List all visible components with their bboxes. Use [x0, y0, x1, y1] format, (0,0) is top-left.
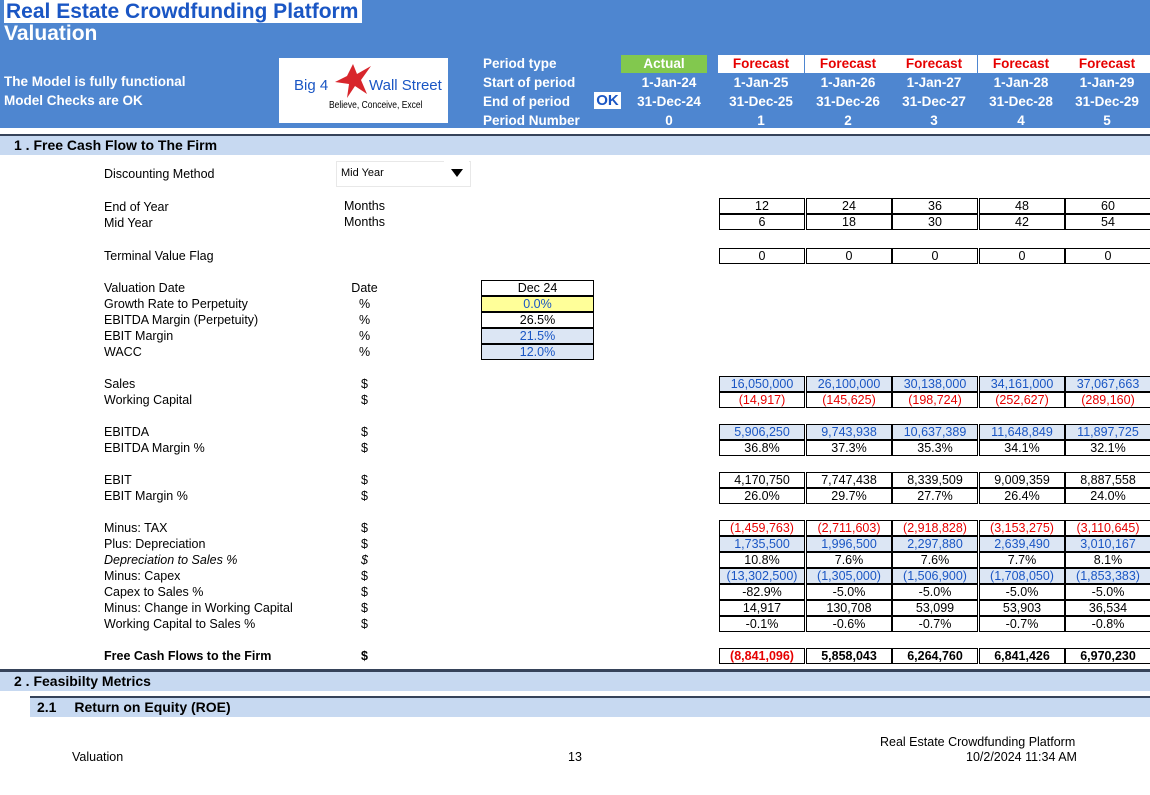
ebitda-margin-perp-unit: % [358, 313, 371, 327]
value-cell: 53,903 [979, 600, 1065, 616]
model-checks-status: Model Checks are OK [4, 93, 143, 108]
value-cell: -0.7% [979, 616, 1065, 632]
period-number: 1 [757, 113, 765, 128]
value-cell: 42 [979, 214, 1065, 230]
value-cell: 16,050,000 [719, 376, 805, 392]
dropdown-button[interactable] [444, 161, 469, 185]
value-cell: -0.7% [892, 616, 978, 632]
change-wc-label: Minus: Change in Working Capital [104, 601, 293, 615]
value-cell: 14,917 [719, 600, 805, 616]
logo-tagline: Believe, Conceive, Excel [329, 100, 423, 111]
value-cell: 10.8% [719, 552, 805, 568]
period-start: 1-Jan-26 [820, 75, 876, 90]
value-cell: (1,708,050) [979, 568, 1065, 584]
fcff-label: Free Cash Flows to the Firm [104, 649, 272, 663]
value-cell: -5.0% [806, 584, 892, 600]
end-of-year-label: End of Year [104, 200, 169, 214]
value-cell: 36.8% [719, 440, 805, 456]
value-cell: 60 [1065, 198, 1150, 214]
valuation-date-label: Valuation Date [104, 281, 186, 295]
wacc-input[interactable]: 12.0% [481, 344, 594, 360]
footer-sheet-name: Valuation [72, 750, 124, 764]
discounting-method-label: Discounting Method [104, 167, 215, 181]
value-cell: 37,067,663 [1065, 376, 1150, 392]
period-number: 3 [930, 113, 938, 128]
period-end: 31-Dec-29 [1075, 94, 1139, 109]
period-end: 31-Dec-25 [729, 94, 793, 109]
ebit-label: EBIT [104, 473, 132, 487]
depreciation-sales-unit: $ [361, 553, 368, 567]
period-type-cell: Forecast [891, 55, 977, 73]
value-cell: 2,639,490 [979, 536, 1065, 552]
value-cell: -82.9% [719, 584, 805, 600]
value-cell: 7,747,438 [806, 472, 892, 488]
value-cell: (13,302,500) [719, 568, 805, 584]
value-cell: (145,625) [806, 392, 892, 408]
value-cell: 53,099 [892, 600, 978, 616]
growth-rate-input[interactable]: 0.0% [481, 296, 594, 312]
value-cell: 26,100,000 [806, 376, 892, 392]
ebit-margin-pct-unit: $ [361, 489, 368, 503]
valuation-date-unit: Date [351, 281, 378, 295]
capex-sales-unit: $ [361, 585, 368, 599]
section-header-fcff [0, 134, 1150, 155]
change-wc-unit: $ [361, 601, 368, 615]
value-cell: -0.1% [719, 616, 805, 632]
section-header-feasibility [0, 669, 1150, 691]
tax-label: Minus: TAX [104, 521, 168, 535]
value-cell: 26.0% [719, 488, 805, 504]
value-cell: 3,010,167 [1065, 536, 1150, 552]
value-cell: (3,110,645) [1065, 520, 1150, 536]
dropdown-value: Mid Year [341, 167, 384, 179]
value-cell: 12 [719, 198, 805, 214]
wc-sales-label: Working Capital to Sales % [104, 617, 256, 631]
period-type-cell: Forecast [1064, 55, 1150, 73]
period-type-cell: Forecast [805, 55, 891, 73]
wc-sales-unit: $ [361, 617, 368, 631]
value-cell: 7.7% [979, 552, 1065, 568]
period-end: 31-Dec-28 [989, 94, 1053, 109]
value-cell: 8,339,509 [892, 472, 978, 488]
subsection-title: Return on Equity (ROE) [74, 699, 231, 715]
value-cell: 0 [806, 248, 892, 264]
value-cell: 9,009,359 [979, 472, 1065, 488]
period-number: 2 [844, 113, 852, 128]
growth-rate-label: Growth Rate to Perpetuity [104, 297, 248, 311]
footer-page-number: 13 [568, 750, 582, 764]
end-of-year-unit: Months [344, 199, 385, 213]
value-cell: 7.6% [806, 552, 892, 568]
model-status: The Model is fully functional [4, 74, 186, 89]
report-title: Real Estate Crowdfunding Platform [4, 0, 362, 23]
ebitda-margin-perp-value: 26.5% [481, 312, 594, 328]
sales-unit: $ [361, 377, 368, 391]
value-cell: (198,724) [892, 392, 978, 408]
ebit-unit: $ [361, 473, 368, 487]
period-number: 5 [1103, 113, 1111, 128]
wacc-label: WACC [104, 345, 142, 359]
ebitda-margin-unit: $ [361, 441, 368, 455]
value-cell: 0 [1065, 248, 1150, 264]
company-logo [279, 58, 448, 123]
period-end: 31-Dec-27 [902, 94, 966, 109]
value-cell: -5.0% [1065, 584, 1150, 600]
logo-text-right: Wall Street [369, 77, 442, 94]
period-type-label: Period type [483, 56, 557, 71]
value-cell: 11,897,725 [1065, 424, 1150, 440]
value-cell: 5,906,250 [719, 424, 805, 440]
value-cell: 34,161,000 [979, 376, 1065, 392]
period-number-label: Period Number [483, 113, 580, 128]
value-cell: 6 [719, 214, 805, 230]
value-cell: (2,918,828) [892, 520, 978, 536]
wacc-unit: % [358, 345, 371, 359]
value-cell: 48 [979, 198, 1065, 214]
subsection-header-roe [30, 696, 1150, 717]
value-cell: 4,170,750 [719, 472, 805, 488]
value-cell: 5,858,043 [806, 648, 892, 664]
value-cell: 35.3% [892, 440, 978, 456]
value-cell: 26.4% [979, 488, 1065, 504]
value-cell: 10,637,389 [892, 424, 978, 440]
tax-unit: $ [361, 521, 368, 535]
growth-rate-unit: % [358, 297, 371, 311]
check-ok-badge: OK [594, 92, 621, 109]
capex-label: Minus: Capex [104, 569, 181, 583]
period-end: 31-Dec-26 [816, 94, 880, 109]
period-type-cell: Forecast [978, 55, 1064, 73]
period-end: 31-Dec-24 [637, 94, 701, 109]
period-start: 1-Jan-29 [1079, 75, 1135, 90]
value-cell: 36,534 [1065, 600, 1150, 616]
period-start: 1-Jan-28 [993, 75, 1049, 90]
ebitda-label: EBITDA [104, 425, 150, 439]
ebit-margin-unit: % [358, 329, 371, 343]
subsection-number: 2.1 [37, 699, 57, 715]
footer-timestamp: 10/2/2024 11:34 AM [966, 750, 1077, 764]
footer-report-name: Real Estate Crowdfunding Platform [880, 735, 1076, 749]
ebit-margin-label: EBIT Margin [104, 329, 174, 343]
value-cell: 37.3% [806, 440, 892, 456]
value-cell: 130,708 [806, 600, 892, 616]
sheet-title: Valuation [4, 22, 98, 45]
value-cell: 18 [806, 214, 892, 230]
value-cell: 24.0% [1065, 488, 1150, 504]
depreciation-unit: $ [361, 537, 368, 551]
value-cell: 34.1% [979, 440, 1065, 456]
terminal-flag-label: Terminal Value Flag [104, 249, 214, 263]
value-cell: 1,735,500 [719, 536, 805, 552]
value-cell: 7.6% [892, 552, 978, 568]
value-cell: 1,996,500 [806, 536, 892, 552]
value-cell: -0.6% [806, 616, 892, 632]
value-cell: 27.7% [892, 488, 978, 504]
depreciation-sales-label: Depreciation to Sales % [104, 553, 238, 567]
value-cell: 8.1% [1065, 552, 1150, 568]
value-cell: 32.1% [1065, 440, 1150, 456]
working-capital-label: Working Capital [104, 393, 193, 407]
mid-year-label: Mid Year [104, 216, 153, 230]
value-cell: 6,970,230 [1065, 648, 1150, 664]
value-cell: -5.0% [979, 584, 1065, 600]
value-cell: 2,297,880 [892, 536, 978, 552]
value-cell: 36 [892, 198, 978, 214]
value-cell: -5.0% [892, 584, 978, 600]
eagle-icon [333, 60, 373, 100]
ebitda-margin-perp-label: EBITDA Margin (Perpetuity) [104, 313, 259, 327]
value-cell: 30 [892, 214, 978, 230]
mid-year-unit: Months [344, 215, 385, 229]
period-type-cell: Forecast [718, 55, 804, 73]
value-cell: (1,506,900) [892, 568, 978, 584]
value-cell: (1,305,000) [806, 568, 892, 584]
logo-text-left: Big 4 [294, 77, 329, 94]
value-cell: 6,264,760 [892, 648, 978, 664]
value-cell: (8,841,096) [719, 648, 805, 664]
value-cell: (3,153,275) [979, 520, 1065, 536]
ebit-margin-input[interactable]: 21.5% [481, 328, 594, 344]
chevron-down-icon [451, 169, 463, 177]
start-period-label: Start of period [483, 75, 576, 90]
period-type-cell: Actual [621, 55, 707, 73]
value-cell: 24 [806, 198, 892, 214]
working-capital-unit: $ [361, 393, 368, 407]
capex-sales-label: Capex to Sales % [104, 585, 204, 599]
value-cell: 8,887,558 [1065, 472, 1150, 488]
sales-label: Sales [104, 377, 136, 391]
period-start: 1-Jan-27 [906, 75, 962, 90]
section-title: 2 . Feasibilty Metrics [14, 673, 151, 689]
value-cell: 9,743,938 [806, 424, 892, 440]
value-cell: (252,627) [979, 392, 1065, 408]
value-cell: 0 [719, 248, 805, 264]
period-start: 1-Jan-25 [733, 75, 789, 90]
value-cell: (2,711,603) [806, 520, 892, 536]
value-cell: 0 [979, 248, 1065, 264]
ebitda-unit: $ [361, 425, 368, 439]
value-cell: (1,853,383) [1065, 568, 1150, 584]
value-cell: -0.8% [1065, 616, 1150, 632]
value-cell: 54 [1065, 214, 1150, 230]
ebitda-margin-label: EBITDA Margin % [104, 441, 205, 455]
section-title: 1 . Free Cash Flow to The Firm [14, 137, 218, 153]
value-cell: (14,917) [719, 392, 805, 408]
value-cell: 6,841,426 [979, 648, 1065, 664]
ebit-margin-pct-label: EBIT Margin % [104, 489, 188, 503]
value-cell: 11,648,849 [979, 424, 1065, 440]
capex-unit: $ [361, 569, 368, 583]
period-number: 0 [665, 113, 673, 128]
value-cell: 0 [892, 248, 978, 264]
fcff-unit: $ [361, 649, 368, 663]
period-number: 4 [1017, 113, 1025, 128]
value-cell: (1,459,763) [719, 520, 805, 536]
value-cell: 30,138,000 [892, 376, 978, 392]
depreciation-label: Plus: Depreciation [104, 537, 206, 551]
value-cell: (289,160) [1065, 392, 1150, 408]
period-start: 1-Jan-24 [641, 75, 697, 90]
value-cell: 29.7% [806, 488, 892, 504]
valuation-date-input[interactable]: Dec 24 [481, 280, 594, 296]
end-period-label: End of period [483, 94, 570, 109]
